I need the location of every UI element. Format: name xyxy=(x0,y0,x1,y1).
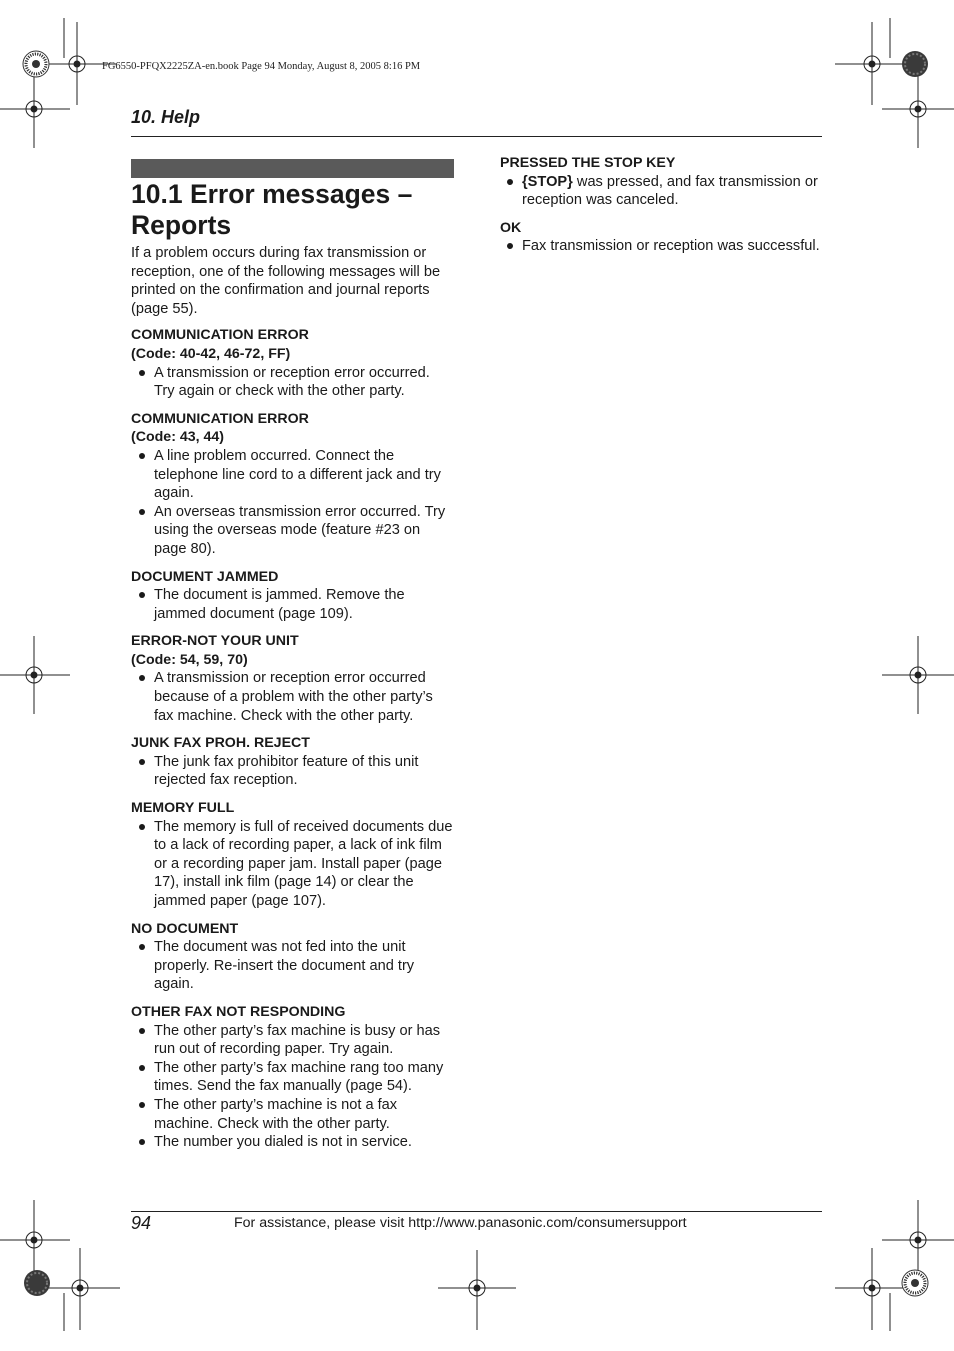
entry-title: OTHER FAX NOT RESPONDING xyxy=(131,1003,346,1020)
entry-bullets xyxy=(500,173,822,210)
bullet-item: The memory is full of received documents due to a lack of recording paper, a lack of ink film or a recording paper jam. Install paper (page 17), install ink film (page 14) or clear the jammed paper (page 107). xyxy=(131,818,453,911)
error-entry xyxy=(131,326,453,400)
page-title: 10.1 Error messages – Reports xyxy=(131,179,413,240)
entry-bullets xyxy=(131,669,453,725)
footer-rule xyxy=(131,1211,822,1212)
entry-title: JUNK FAX PROH. REJECT xyxy=(131,735,310,752)
entry-title: COMMUNICATION ERROR xyxy=(131,410,309,427)
bullet-item: The document was not fed into the unit properly. Re-insert the document and try again. xyxy=(131,938,453,994)
entry-bullets xyxy=(131,753,453,790)
bullet-item: The number you dialed is not in service. xyxy=(131,1133,453,1152)
entry-title: MEMORY FULL xyxy=(131,800,235,817)
crosshair-mark xyxy=(835,1248,910,1330)
entry-bullets xyxy=(131,586,453,623)
starburst-mark xyxy=(902,1270,928,1296)
error-message-list xyxy=(131,326,453,1151)
halftone-dot-mark xyxy=(24,1270,50,1296)
error-entry xyxy=(131,734,453,790)
page-number: 94 xyxy=(131,1213,152,1233)
entry-bullets xyxy=(131,1022,453,1152)
entry-title: COMMUNICATION ERROR xyxy=(131,327,309,344)
stop-key-label: {STOP} xyxy=(522,173,573,190)
title-bar xyxy=(131,159,454,178)
right-column xyxy=(500,154,822,265)
halftone-dot-mark xyxy=(902,51,928,77)
left-column xyxy=(131,244,453,1161)
crosshair-mark xyxy=(438,1250,516,1330)
starburst-mark xyxy=(23,51,49,77)
error-entry xyxy=(131,1003,453,1152)
bullet-item: A transmission or reception error occurred. Try again or check with the other party. xyxy=(131,364,453,401)
entry-code: (Code: 40-42, 46-72, FF) xyxy=(131,345,291,362)
error-entry xyxy=(131,568,453,624)
entry-code: (Code: 43, 44) xyxy=(131,429,225,446)
bullet-item: A transmission or reception error occurred because of a problem with the other party’s fax machine. Check with the other party. xyxy=(131,669,453,725)
crosshair-mark xyxy=(882,636,954,714)
entry-title: ERROR-NOT YOUR UNIT xyxy=(131,633,299,650)
assistance-note: For assistance, please visit http://www.panasonic.com/consumersupport xyxy=(234,1215,687,1231)
bullet-item: A line problem occurred. Connect the telephone line cord to a different jack and try again. xyxy=(131,447,453,503)
crosshair-mark xyxy=(0,636,70,714)
crosshair-mark xyxy=(882,1200,954,1280)
crosshair-mark xyxy=(835,22,910,105)
crosshair-mark xyxy=(0,70,70,148)
crosshair-mark xyxy=(40,1248,120,1330)
entry-title: DOCUMENT JAMMED xyxy=(131,568,279,585)
error-entry xyxy=(131,410,453,559)
entry-code: (Code: 54, 59, 70) xyxy=(131,651,248,668)
crosshair-mark xyxy=(882,70,954,148)
entry-title: OK xyxy=(500,219,522,236)
bullet-item xyxy=(500,173,822,210)
bullet-item: The other party’s fax machine rang too many times. Send the fax manually (page 54). xyxy=(131,1059,453,1096)
bullet-item: Fax transmission or reception was successful. xyxy=(500,237,822,256)
entry-bullets xyxy=(131,938,453,994)
entry-title: PRESSED THE STOP KEY xyxy=(500,155,676,171)
crosshair-mark xyxy=(0,1200,70,1280)
bullet-item: The other party’s machine is not a fax machine. Check with the other party. xyxy=(131,1096,453,1133)
bullet-item: The document is jammed. Remove the jammed document (page 109). xyxy=(131,586,453,623)
entry-title: NO DOCUMENT xyxy=(131,920,239,937)
entry-bullets xyxy=(131,364,453,401)
error-entry xyxy=(500,219,822,256)
error-entry xyxy=(500,154,822,210)
bullet-item: The other party’s fax machine is busy or has run out of recording paper. Try again. xyxy=(131,1022,453,1059)
entry-bullets xyxy=(131,447,453,559)
error-entry xyxy=(131,920,453,994)
entry-bullets xyxy=(500,237,822,256)
bullet-item: The junk fax prohibitor feature of this unit rejected fax reception. xyxy=(131,753,453,790)
section-header: 10. Help xyxy=(131,107,201,127)
intro-paragraph: If a problem occurs during fax transmission or reception, one of the following messages will be printed on the confirmation and journal reports (page 55). xyxy=(131,245,441,317)
bullet-text: was pressed, and fax transmission or reception was canceled. xyxy=(522,173,818,209)
entry-bullets xyxy=(131,818,453,911)
error-entry xyxy=(131,632,453,725)
error-entry xyxy=(131,799,453,911)
bullet-item: An overseas transmission error occurred. Try using the overseas mode (feature #23 on page 80). xyxy=(131,503,453,559)
header-rule xyxy=(131,136,822,137)
print-job-mark: FG6550-PFQX2225ZA-en.book Page 94 Monday, August 8, 2005 8:16 PM xyxy=(102,61,421,72)
